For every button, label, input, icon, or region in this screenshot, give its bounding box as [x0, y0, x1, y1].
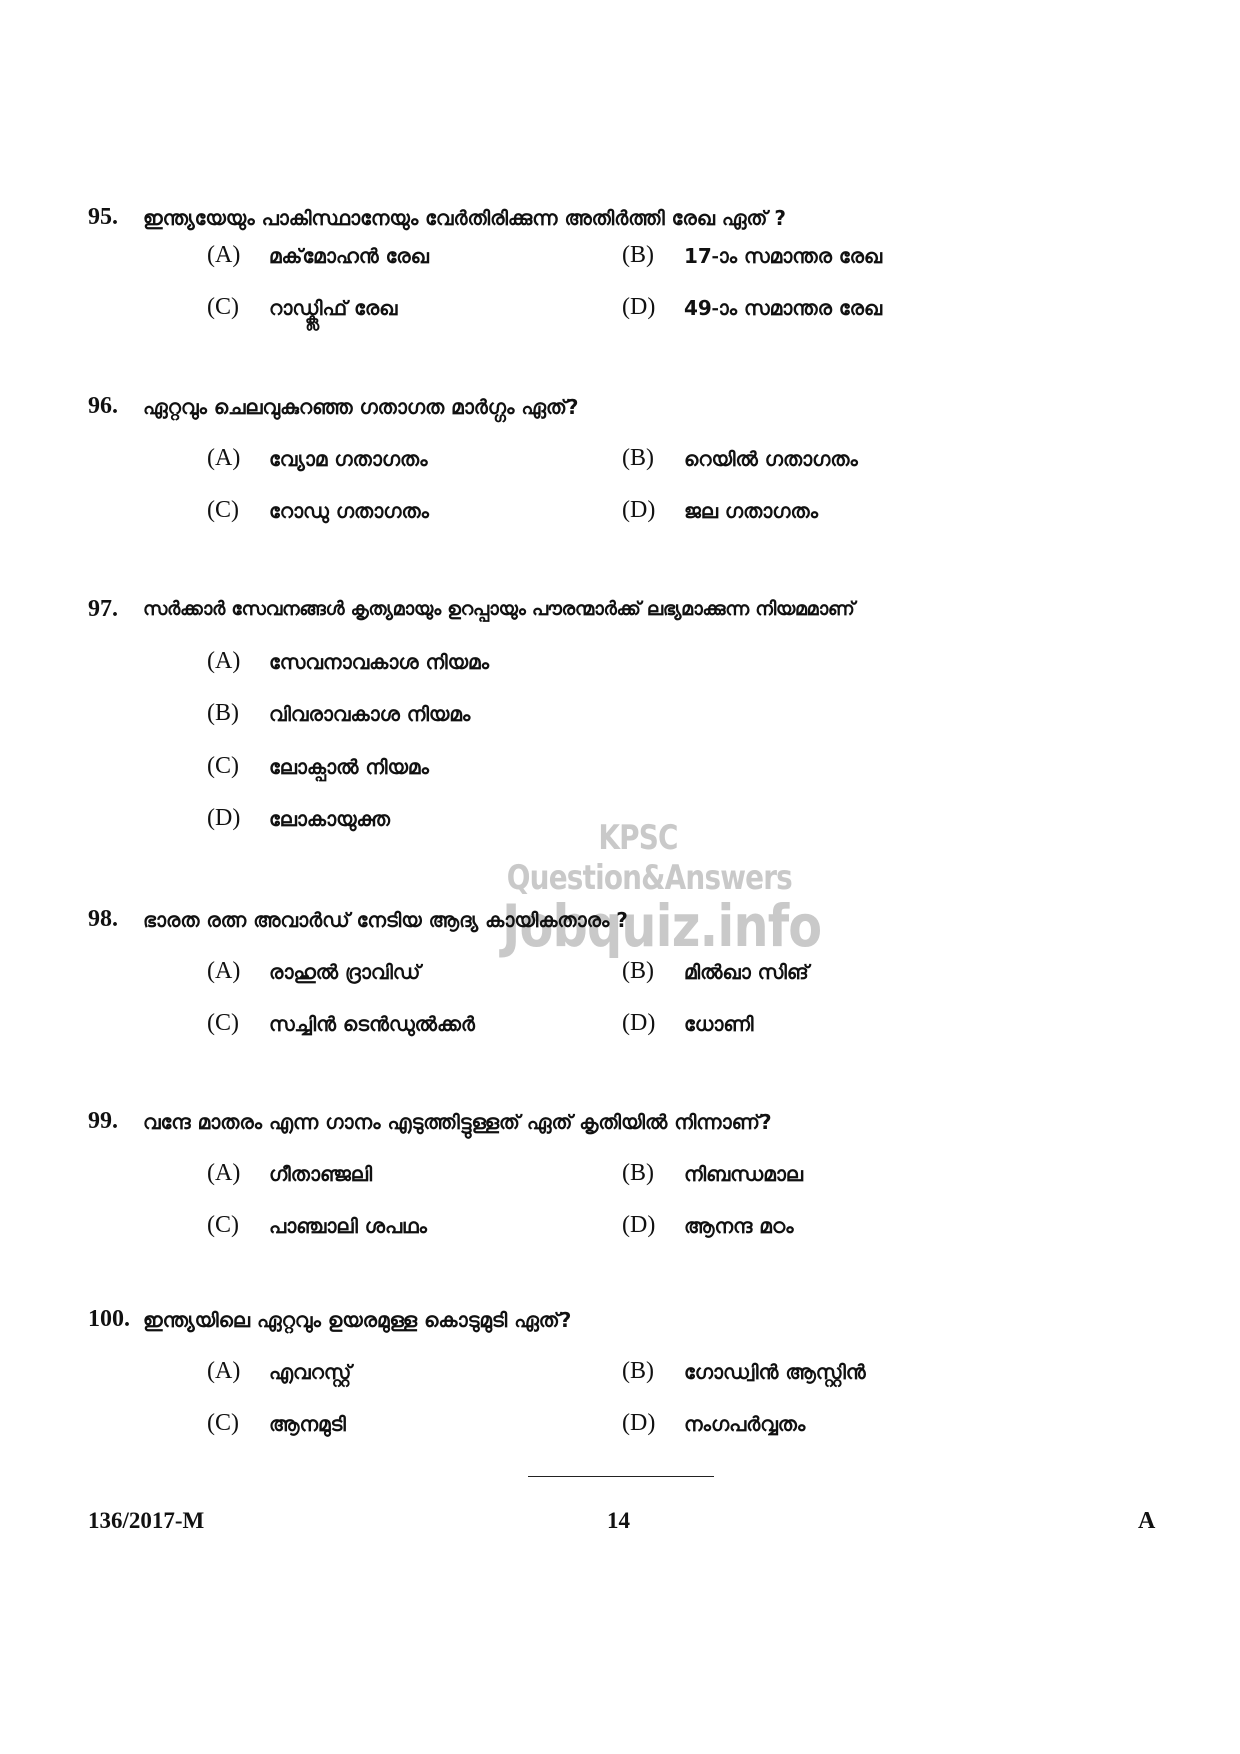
- option-letter: (C): [207, 497, 239, 523]
- option-text: ലോകായുക്ത: [269, 807, 391, 831]
- option-text: ധോണി: [684, 1012, 754, 1036]
- option-letter: (A): [207, 242, 241, 268]
- question-number: 96.: [88, 393, 118, 419]
- option-letter: (C): [207, 1010, 239, 1036]
- option-text: സച്ചിൻ ടെൻഡുൽക്കർ: [269, 1012, 475, 1036]
- question-text: ഭാരത രത്ന അവാർഡ് നേടിയ ആദ്യ കായികതാരം ?: [143, 908, 628, 932]
- option-text: റോഡു ഗതാഗതം: [269, 499, 429, 523]
- question-text: ഇന്ത്യയേയും പാകിസ്ഥാനേയും വേർതിരിക്കുന്ന അതിർത്തി രേഖ ഏത് ?: [143, 206, 786, 230]
- option-letter: (D): [622, 1410, 656, 1436]
- option-text: മക്‌മോഹൻ രേഖ: [269, 244, 429, 268]
- option-letter: (A): [207, 1358, 241, 1384]
- option-text: മിൽഖാ സിങ്: [684, 960, 809, 984]
- option-letter: (A): [207, 1160, 241, 1186]
- page-number: 14: [607, 1508, 630, 1533]
- question-number: 98.: [88, 906, 118, 932]
- option-text: എവറസ്റ്റ്: [269, 1360, 352, 1384]
- option-letter: (B): [622, 445, 654, 471]
- option-text: രാഹുൽ ദ്രാവിഡ്: [269, 960, 421, 984]
- question-text: ഏറ്റവും ചെലവുകുറഞ്ഞ ഗതാഗത മാർഗ്ഗം ഏത്?: [143, 395, 579, 419]
- question-number: 95.: [88, 204, 118, 230]
- option-text: ആനമുടി: [269, 1412, 346, 1436]
- question-text: സർക്കാർ സേവനങ്ങൾ കൃത്യമായും ഉറപ്പായും പൗരന്മാർക്ക് ലഭ്യമാക്കുന്ന നിയമമാണ്: [143, 598, 855, 620]
- question-set-letter: A: [1138, 1508, 1156, 1534]
- option-letter: (B): [622, 1358, 654, 1384]
- paper-code: 136/2017-M: [88, 1508, 205, 1533]
- option-letter: (B): [622, 1160, 654, 1186]
- option-text: സേവനാവകാശ നിയമം: [269, 650, 489, 674]
- option-letter: (D): [622, 294, 656, 320]
- option-letter: (B): [207, 700, 239, 726]
- option-letter: (C): [207, 1410, 239, 1436]
- option-letter: (C): [207, 1212, 239, 1238]
- option-text: പാഞ്ചാലി ശപഥം: [269, 1214, 427, 1238]
- option-letter: (C): [207, 294, 239, 320]
- watermark: [478, 818, 822, 960]
- option-text: ഗീതാഞ്ജലി: [269, 1162, 373, 1186]
- option-letter: (B): [622, 242, 654, 268]
- option-text: വ്യോമ ഗതാഗതം: [269, 447, 428, 471]
- option-letter: (A): [207, 958, 241, 984]
- option-letter: (D): [622, 1010, 656, 1036]
- option-text: 49-ാം സമാന്തര രേഖ: [684, 296, 883, 320]
- option-letter: (B): [622, 958, 654, 984]
- question-number: 100.: [88, 1306, 130, 1332]
- option-letter: (A): [207, 648, 241, 674]
- option-text: ഗോഡ്വിൻ ആസ്റ്റിൻ: [684, 1360, 866, 1384]
- question-number: 99.: [88, 1108, 118, 1134]
- option-text: ആനന്ദ മഠം: [684, 1214, 794, 1238]
- option-letter: (D): [622, 1212, 656, 1238]
- option-text: നിബന്ധമാല: [684, 1162, 803, 1186]
- option-text: റെയിൽ ഗതാഗതം: [684, 447, 858, 471]
- option-text: റാഡ്ക്ലിഫ് രേഖ: [269, 296, 398, 320]
- option-text: ജല ഗതാഗതം: [684, 499, 818, 523]
- option-text: നംഗപർവ്വതം: [684, 1412, 806, 1436]
- option-text: 17-ാം സമാന്തര രേഖ: [684, 244, 883, 268]
- option-letter: (A): [207, 445, 241, 471]
- watermark-line-1: KPSC Question&Answers: [506, 818, 792, 898]
- footer-divider: [528, 1476, 714, 1477]
- question-number: 97.: [88, 596, 118, 622]
- option-text: ലോക്പാൽ നിയമം: [269, 755, 429, 779]
- option-letter: (D): [622, 497, 656, 523]
- question-text: ഇന്ത്യയിലെ ഏറ്റവും ഉയരമുള്ള കൊടുമുടി ഏത്?: [143, 1308, 572, 1332]
- watermark-line-2: Jobquiz.info: [502, 892, 822, 960]
- option-text: വിവരാവകാശ നിയമം: [269, 702, 471, 726]
- option-letter: (D): [207, 805, 241, 831]
- question-text: വന്ദേ മാതരം എന്ന ഗാനം എടുത്തിട്ടുള്ളത് ഏത് കൃതിയിൽ നിന്നാണ്?: [143, 1110, 772, 1134]
- option-letter: (C): [207, 753, 239, 779]
